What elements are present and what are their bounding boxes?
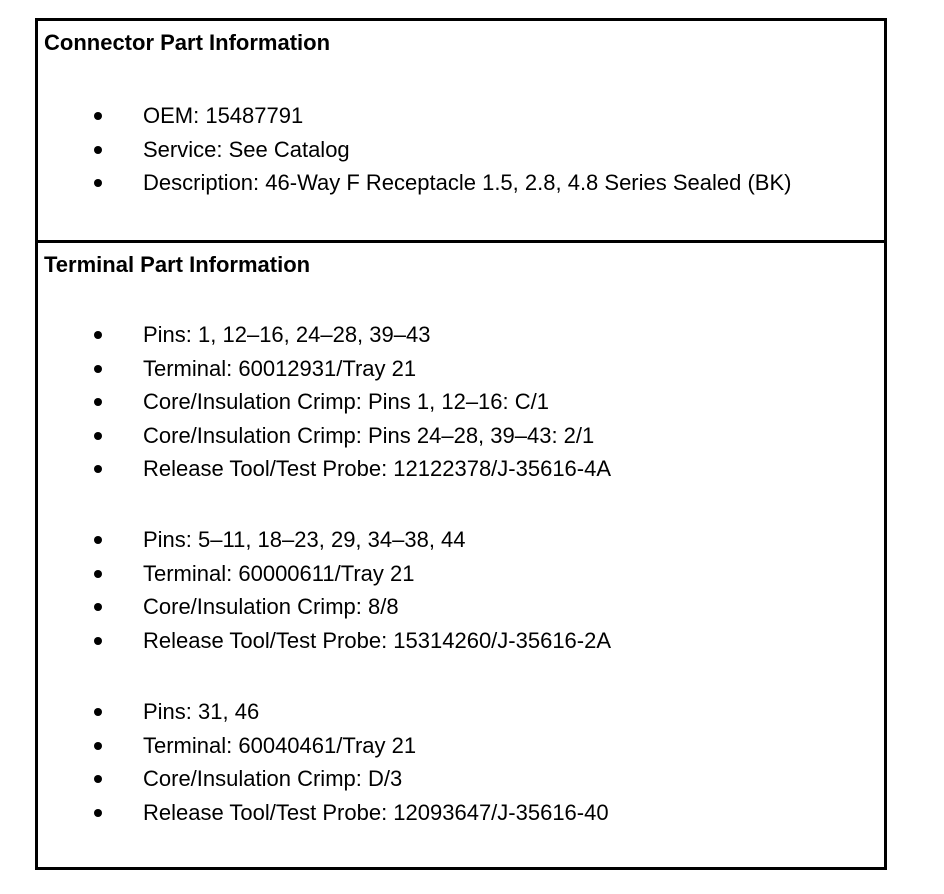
terminal-section-title: Terminal Part Information <box>44 252 311 277</box>
bullet-icon <box>94 536 102 544</box>
bullet-icon <box>94 775 102 783</box>
bullet-icon <box>94 809 102 817</box>
list-item-text: Release Tool/Test Probe: 15314260/J-35616-2A <box>143 627 612 653</box>
bullet-icon <box>94 398 102 406</box>
bullet-icon <box>94 603 102 611</box>
list-item-text: Core/Insulation Crimp: Pins 1, 12–16: C/1 <box>143 389 549 414</box>
bullet-icon <box>94 465 102 473</box>
bullet-icon <box>94 742 102 750</box>
list-item-text: Release Tool/Test Probe: 12093647/J-35616-40 <box>143 799 609 825</box>
list-item-text: Terminal: 60040461/Tray 21 <box>143 732 417 758</box>
list-item-text: Pins: 5–11, 18–23, 29, 34–38, 44 <box>143 527 466 552</box>
connector-section-title: Connector Part Information <box>44 30 331 55</box>
list-item-text: Core/Insulation Crimp: Pins 24–28, 39–43: 2/1 <box>143 422 595 448</box>
list-item-text: Release Tool/Test Probe: 12122378/J-35616-4A <box>143 456 612 481</box>
bullet-icon <box>94 570 102 578</box>
connector-section <box>38 21 884 243</box>
list-item-text: Description: 46-Way F Receptacle 1.5, 2.8, 4.8 Series Sealed (BK) <box>143 170 792 195</box>
list-item-text: OEM: 15487791 <box>143 103 304 128</box>
list-item-text: Core/Insulation Crimp: 8/8 <box>143 594 399 619</box>
bullet-icon <box>94 708 102 716</box>
bullet-icon <box>94 637 102 645</box>
bullet-icon <box>94 112 102 120</box>
list-item-text: Pins: 1, 12–16, 24–28, 39–43 <box>143 322 431 347</box>
part-info-table <box>35 18 887 870</box>
list-item-text: Terminal: 60012931/Tray 21 <box>143 355 417 381</box>
bullet-icon <box>94 331 102 339</box>
bullet-icon <box>94 432 102 440</box>
terminal-section <box>38 243 884 867</box>
list-item-text: Pins: 31, 46 <box>143 699 260 724</box>
bullet-icon <box>94 179 102 187</box>
list-item-text: Service: See Catalog <box>143 136 350 162</box>
bullet-icon <box>94 146 102 154</box>
bullet-icon <box>94 365 102 373</box>
list-item-text: Core/Insulation Crimp: D/3 <box>143 766 403 791</box>
list-item-text: Terminal: 60000611/Tray 21 <box>143 560 415 586</box>
